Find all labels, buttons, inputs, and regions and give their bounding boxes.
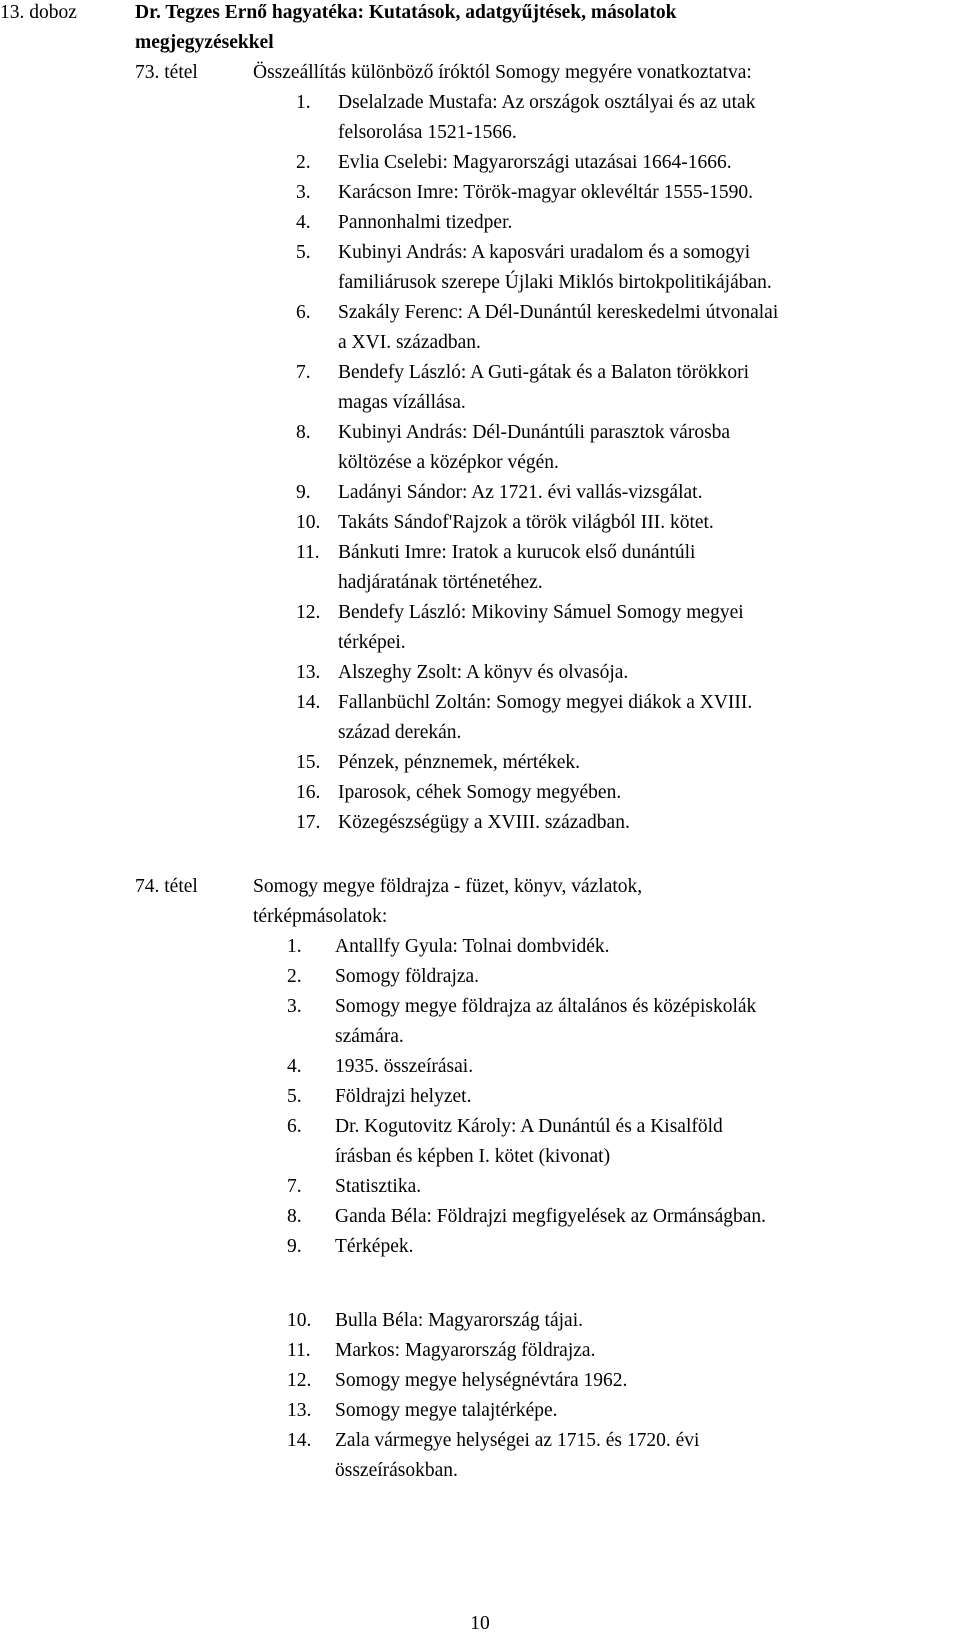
entry-number: 14. [287, 1430, 312, 1451]
box-label: 13. doboz [0, 2, 77, 23]
entry-number: 2. [287, 966, 302, 987]
document-title-line-1: Dr. Tegzes Ernő hagyatéka: Kutatások, adatgyűjtések, másolatok [135, 2, 677, 23]
entry-number: 3. [296, 182, 311, 203]
entry-text: Markos: Magyarország földrajza. [335, 1340, 596, 1361]
entry-text: Ladányi Sándor: Az 1721. évi vallás-vizsgálat. [338, 482, 703, 503]
entry-text: Somogy megye földrajza az általános és középiskolák [335, 996, 757, 1017]
entry-number: 9. [296, 482, 311, 503]
entry-text: 1935. összeírásai. [335, 1056, 474, 1077]
entry-text: írásban és képben I. kötet (kivonat) [335, 1146, 611, 1167]
entry-number: 10. [287, 1310, 312, 1331]
entry-text: Takáts Sándof'Rajzok a török világból III. kötet. [338, 512, 714, 533]
document-title-line-2: megjegyzésekkel [135, 32, 274, 53]
item-74-label: 74. tétel [135, 876, 198, 897]
entry-text: Szakály Ferenc: A Dél-Dunántúl kereskedelmi útvonalai [338, 302, 779, 323]
item-73-title: Összeállítás különböző íróktól Somogy megyére vonatkoztatva: [253, 62, 752, 83]
entry-number: 12. [287, 1370, 312, 1391]
entry-text: Ganda Béla: Földrajzi megfigyelések az Ormánságban. [335, 1206, 767, 1227]
entry-text: Bulla Béla: Magyarország tájai. [335, 1310, 583, 1331]
entry-number: 7. [287, 1176, 302, 1197]
entry-text: Bendefy László: Mikoviny Sámuel Somogy megyei [338, 602, 744, 623]
entry-text: Zala vármegye helységei az 1715. és 1720. évi [335, 1430, 700, 1451]
entry-text: Evlia Cselebi: Magyarországi utazásai 1664-1666. [338, 152, 732, 173]
entry-text: Antallfy Gyula: Tolnai dombvidék. [335, 936, 610, 957]
entry-text: összeírásokban. [335, 1460, 458, 1481]
entry-number: 8. [287, 1206, 302, 1227]
entry-text: Térképek. [335, 1236, 414, 1257]
entry-text: Bánkuti Imre: Iratok a kurucok első dunántúli [338, 542, 696, 563]
entry-text: század derekán. [338, 722, 462, 743]
entry-text: Dselalzade Mustafa: Az országok osztályai és az utak [338, 92, 756, 113]
entry-number: 11. [296, 542, 320, 563]
entry-number: 4. [296, 212, 311, 233]
entry-text: Somogy földrajza. [335, 966, 480, 987]
entry-number: 15. [296, 752, 321, 773]
entry-text: Dr. Kogutovitz Károly: A Dunántúl és a Kisalföld [335, 1116, 723, 1137]
entry-text: költözése a középkor végén. [338, 452, 559, 473]
entry-text: Karácson Imre: Török-magyar oklevéltár 1555-1590. [338, 182, 753, 203]
entry-number: 4. [287, 1056, 302, 1077]
item-73-label: 73. tétel [135, 62, 198, 83]
entry-text: Bendefy László: A Guti-gátak és a Balaton törökkori [338, 362, 750, 383]
entry-number: 5. [296, 242, 311, 263]
entry-text: a XVI. században. [338, 332, 481, 353]
entry-number: 8. [296, 422, 311, 443]
entry-text: Alszeghy Zsolt: A könyv és olvasója. [338, 662, 629, 683]
entry-number: 6. [296, 302, 311, 323]
item-74-title-line-2: térképmásolatok: [253, 906, 388, 927]
entry-text: Kubinyi András: Dél-Dunántúli parasztok városba [338, 422, 731, 443]
entry-number: 10. [296, 512, 321, 533]
entry-text: felsorolása 1521-1566. [338, 122, 517, 143]
entry-number: 1. [287, 936, 302, 957]
entry-text: Somogy megye helységnévtára 1962. [335, 1370, 628, 1391]
entry-number: 9. [287, 1236, 302, 1257]
page-number: 10 [470, 1613, 490, 1634]
entry-number: 12. [296, 602, 321, 623]
entry-number: 13. [296, 662, 321, 683]
item-74-title-line-1: Somogy megye földrajza - füzet, könyv, vázlatok, [253, 876, 643, 897]
entry-text: Pannonhalmi tizedper. [338, 212, 513, 233]
entry-text: Pénzek, pénznemek, mértékek. [338, 752, 581, 773]
entry-text: Kubinyi András: A kaposvári uradalom és a somogyi [338, 242, 751, 263]
entry-number: 5. [287, 1086, 302, 1107]
entry-number: 6. [287, 1116, 302, 1137]
entry-text: Iparosok, céhek Somogy megyében. [338, 782, 622, 803]
entry-text: Statisztika. [335, 1176, 422, 1197]
entry-text: hadjáratának történetéhez. [338, 572, 543, 593]
entry-text: Fallanbüchl Zoltán: Somogy megyei diákok a XVIII. [338, 692, 753, 713]
entry-number: 13. [287, 1400, 312, 1421]
entry-number: 16. [296, 782, 321, 803]
entry-text: magas vízállása. [338, 392, 466, 413]
entry-text: familiárusok szerepe Újlaki Miklós birtokpolitikájában. [338, 272, 772, 293]
entry-text: Földrajzi helyzet. [335, 1086, 472, 1107]
entry-text: térképei. [338, 632, 406, 653]
entry-number: 17. [296, 812, 321, 833]
entry-number: 2. [296, 152, 311, 173]
entry-text: Somogy megye talajtérképe. [335, 1400, 558, 1421]
entry-number: 11. [287, 1340, 311, 1361]
entry-text: Közegészségügy a XVIII. században. [338, 812, 630, 833]
entry-number: 7. [296, 362, 311, 383]
entry-number: 14. [296, 692, 321, 713]
entry-number: 3. [287, 996, 302, 1017]
entry-number: 1. [296, 92, 311, 113]
entry-text: számára. [335, 1026, 404, 1047]
